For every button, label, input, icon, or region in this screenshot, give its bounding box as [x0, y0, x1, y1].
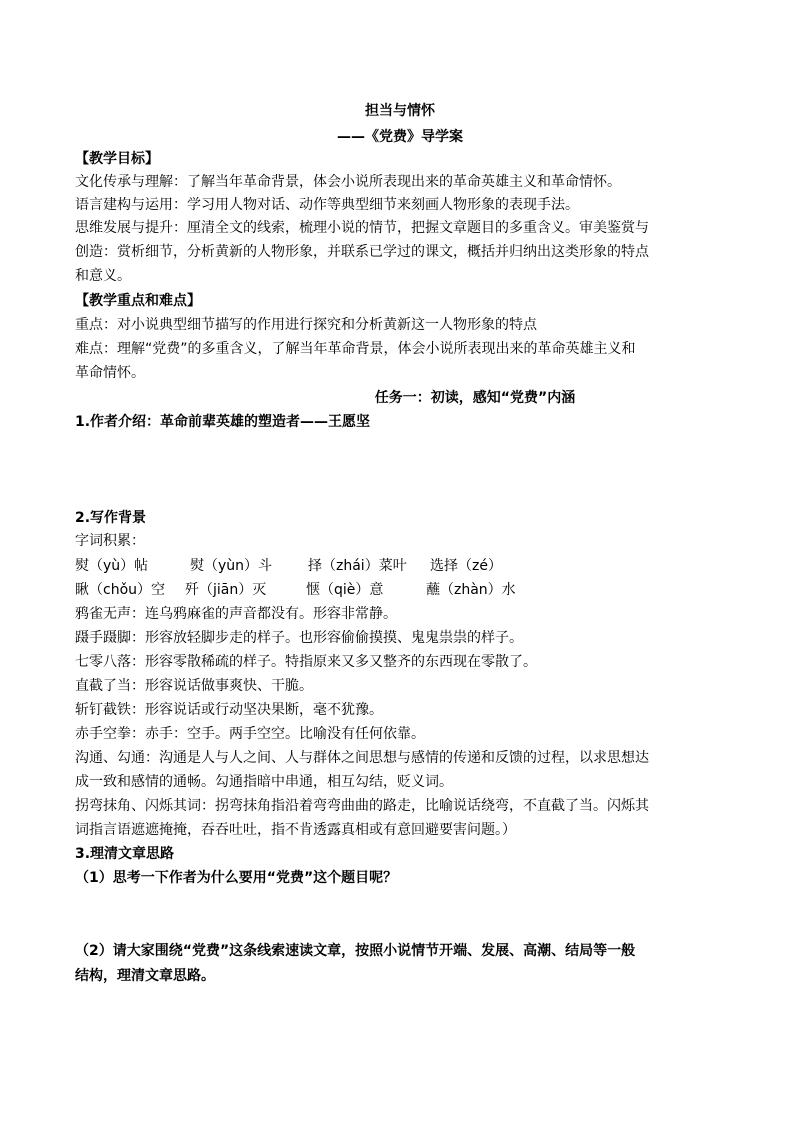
task1-heading: 任务一：初读，感知“党费”内涵 — [374, 390, 576, 406]
idiom-line: 七零八落：形容零散稀疏的样子。特指原来又多又整齐的东西现在零散了。 — [75, 654, 537, 670]
question-2-line-2: 结构，理清文章思路。 — [75, 968, 215, 984]
vocab-item: 惬（qiè）意 — [306, 582, 384, 598]
idiom-line: 词指言语遮遮掩掩，吞吞吐吐，指不肯透露真相或有意回避要害问题。） — [75, 822, 516, 838]
author-intro: 1.作者介绍：革命前辈英雄的塑造者——王愿坚 — [75, 414, 371, 430]
idiom-line: 斩钉截铁：形容说话或行动坚决果断，毫不犹豫。 — [75, 702, 383, 718]
key-point-line-1: 重点：对小说典型细节描写的作用进行探究和分析黄新这一人物形象的特点 — [75, 317, 537, 333]
vocab-item: 熨（yùn）斗 — [190, 558, 273, 574]
key-points-heading: 【教学重点和难点】 — [75, 293, 201, 309]
vocab-label: 字词积累： — [75, 533, 145, 549]
goals-line-1: 文化传承与理解：了解当年革命背景，体会小说所表现出来的革命英雄主义和革命情怀。 — [75, 174, 621, 190]
vocab-item: 蘸（zhàn）水 — [426, 582, 516, 598]
goals-line-4: 创造：赏析细节，分析黄新的人物形象，并联系已学过的课文，概括并归纳出这类形象的特点 — [75, 244, 649, 260]
goals-line-3: 思维发展与提升：厘清全文的线索，梳理小说的情节，把握文章题目的多重含义。审美鉴赏与 — [75, 220, 649, 236]
vocab-row-1 — [75, 555, 725, 577]
goals-line-2: 语言建构与运用：学习用人物对话、动作等典型细节来刻画人物形象的表现手法。 — [75, 197, 579, 213]
idiom-line: 直截了当：形容说话做事爽快、干脆。 — [75, 678, 313, 694]
structure-heading: 3.理清文章思路 — [75, 846, 175, 862]
idiom-line: 赤手空拳：赤手：空手。两手空空。比喻没有任何依靠。 — [75, 726, 425, 742]
vocab-row-2 — [75, 579, 725, 601]
goals-line-5: 和意义。 — [75, 268, 131, 284]
question-1: （1）思考一下作者为什么要用“党费”这个题目呢？ — [75, 870, 398, 886]
vocab-item: 选择（zé） — [430, 558, 502, 574]
vocab-item: 熨（yù）帖 — [75, 558, 149, 574]
idiom-line: 成一致和感情的通畅。勾通指暗中串通，相互勾结，贬义词。 — [75, 774, 453, 790]
background-heading: 2.写作背景 — [75, 510, 147, 526]
goals-heading: 【教学目标】 — [75, 151, 159, 167]
key-point-line-3: 革命情怀。 — [75, 365, 145, 381]
vocab-item: 择（zhái）菜叶 — [308, 558, 407, 574]
question-2-line-1: （2）请大家围绕“党费”这条线索速读文章，按照小说情节开端、发展、高潮、结局等一般 — [75, 943, 636, 959]
idiom-line: 鸦雀无声：连乌鸦麻雀的声音都没有。形容非常静。 — [75, 606, 397, 622]
vocab-item: 歼（jiān）灭 — [185, 582, 267, 598]
idiom-line: 蹑手蹑脚：形容放轻脚步走的样子。也形容偷偷摸摸、鬼鬼祟祟的样子。 — [75, 630, 523, 646]
key-point-line-2: 难点：理解“党费”的多重含义，了解当年革命背景，体会小说所表现出来的革命英雄主义和 — [75, 341, 636, 357]
idiom-line: 沟通、勾通：沟通是人与人之间、人与群体之间思想与感情的传递和反馈的过程，以求思想达 — [75, 750, 649, 766]
idiom-line: 拐弯抹角、闪烁其词：拐弯抹角指沿着弯弯曲曲的路走，比喻说话绕弯，不直截了当。闪烁其 — [75, 798, 649, 814]
document-title: 担当与情怀 — [365, 103, 435, 119]
document-subtitle: ——《党费》导学案 — [337, 129, 463, 145]
vocab-item: 瞅（chǒu）空 — [75, 582, 166, 598]
